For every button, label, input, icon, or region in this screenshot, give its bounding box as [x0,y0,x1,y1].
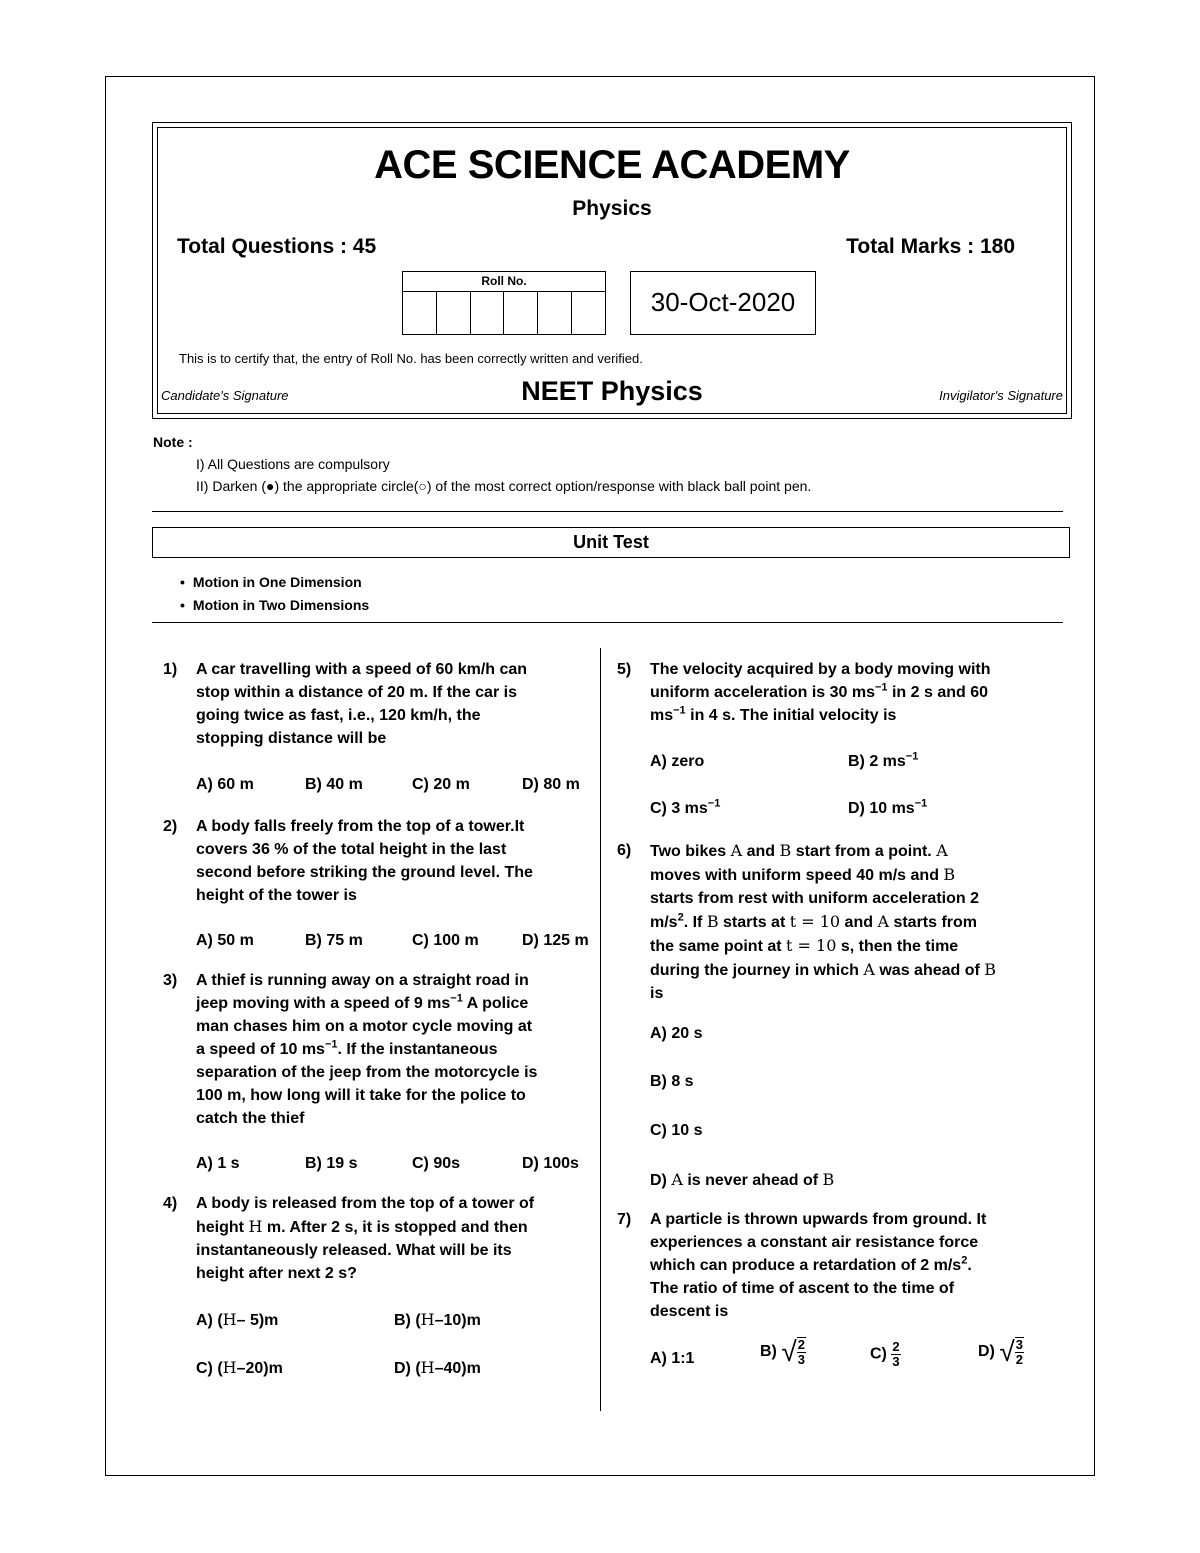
question-number: 6) [617,842,632,859]
question-line [196,1038,596,1061]
option-a[interactable]: A) 20 s [650,1025,703,1042]
exponent: 2 [961,1254,968,1267]
option-a[interactable] [196,1310,278,1330]
text-run: B) ( [394,1312,421,1329]
option-b[interactable]: B) 40 m [305,776,363,793]
question-line: catch the thief [196,1110,305,1127]
total-marks: Total Marks : 180 [846,235,1015,258]
math-symbol: H [248,1217,263,1236]
question-line: instantaneously released. What will be its [196,1242,512,1259]
math-symbol: H [222,1310,237,1329]
text-run: –20)m [236,1360,283,1377]
option-a[interactable]: A) 1 s [196,1155,240,1172]
text-run: A police [462,995,529,1012]
exam-date: 30-Oct-2020 [630,271,816,335]
text-run: B) 2 ms [848,753,906,770]
question-line: stop within a distance of 20 m. If the car is [196,684,517,701]
question-line [650,934,1060,958]
math-symbol: t = 10 [786,936,837,955]
topic-list [180,571,369,617]
math-symbol: B [706,912,719,931]
exponent: −1 [914,797,928,810]
exponent: −1 [707,797,721,810]
option-c[interactable] [196,1358,283,1378]
exponent: −1 [874,681,888,694]
roll-no-grid [402,271,606,335]
text-run: and [742,843,780,860]
text-run: the same point at [650,938,787,955]
math-symbol: B [822,1170,835,1189]
option-b[interactable] [848,750,919,771]
denominator: 3 [892,1354,900,1369]
question-line: experiences a constant air resistance force [650,1234,979,1251]
option-b[interactable]: B) 8 s [650,1073,694,1090]
math-symbol: A [877,912,889,931]
math-symbol: H [420,1310,435,1329]
denominator: 3 [797,1352,805,1367]
option-d[interactable]: D) 125 m [522,932,589,949]
note-item: I) All Questions are compulsory [196,456,390,472]
text-run: and [840,914,878,931]
text-run: jeep moving with a speed of 9 ms [196,995,451,1012]
question-line: height of the tower is [196,887,357,904]
math-symbol: t = 10 [789,912,841,931]
text-run: height [196,1219,249,1236]
text-run: –40)m [434,1360,481,1377]
subject-title: Physics [572,197,652,220]
question-number: 2) [163,818,178,835]
numerator: 2 [892,1339,900,1354]
note-item: II) Darken (●) the appropriate circle(○) of the most correct option/response with black ball point pen. [196,478,812,494]
denominator: 2 [1015,1352,1023,1367]
exponent: −1 [905,750,919,763]
question-line: A particle is thrown upwards from ground. It [650,1211,987,1228]
option-c[interactable] [870,1340,901,1369]
numerator: 3 [1015,1337,1023,1352]
question-line [196,992,596,1015]
question-line: man chases him on a motor cycle moving at [196,1018,533,1035]
option-a[interactable]: A) 50 m [196,932,254,949]
question-number: 4) [163,1195,178,1212]
text-run: ms [650,707,674,724]
question-line: going twice as fast, i.e., 120 km/h, the [196,707,481,724]
question-text [650,658,1060,727]
math-symbol: A [671,1170,683,1189]
math-symbol: A [863,960,875,979]
option-a[interactable]: A) 60 m [196,776,254,793]
total-questions: Total Questions : 45 [177,235,377,258]
roll-no-label: Roll No. [403,272,605,292]
text-run: . [967,1257,972,1274]
option-d[interactable] [978,1336,1024,1368]
certify-text: This is to certify that, the entry of Roll No. has been correctly written and verified. [179,351,643,366]
option-c[interactable]: C) 20 m [412,776,470,793]
math-symbol: H [420,1358,435,1377]
question-text [196,1192,596,1285]
option-b[interactable] [760,1336,806,1368]
question-line: The ratio of time of ascent to the time of [650,1280,955,1297]
roll-no-cell[interactable] [572,292,605,335]
exponent: −1 [450,992,463,1005]
option-c[interactable]: C) 10 s [650,1122,703,1139]
math-symbol: B [779,841,792,860]
question-number: 1) [163,661,178,678]
square-root: √ $\frac{2}{3}$ [781,1336,805,1367]
note-title: Note : [153,434,193,450]
text-run: a speed of 10 ms [196,1041,325,1058]
text-run: m/s [650,914,678,931]
text-run: uniform acceleration is 30 ms [650,684,875,701]
question-text [196,815,596,907]
question-number: 7) [617,1211,632,1228]
question-number: 3) [163,972,178,989]
question-text [650,839,1060,1005]
topic-item: • Motion in Two Dimensions [180,594,369,617]
question-line: A body falls freely from the top of a tower.It [196,818,525,835]
math-symbol: B [984,960,997,979]
question-line [196,1215,596,1239]
text-run: –10)m [434,1312,481,1329]
question-text [196,658,596,750]
roll-no-cell[interactable] [471,292,505,335]
exponent: −1 [324,1038,338,1051]
text-run: moves with uniform speed 40 m/s and [650,867,944,884]
question-text [650,1208,1060,1323]
question-line [650,910,1060,934]
option-b[interactable]: B) 19 s [305,1155,358,1172]
question-line: A body is released from the top of a tower of [196,1195,535,1212]
text-run: . If [683,914,707,931]
exam-name: NEET Physics [521,376,703,406]
candidate-signature-label: Candidate's Signature [161,388,289,403]
text-run: in 2 s and 60 [887,684,989,701]
math-symbol: A [936,841,948,860]
question-line: is [650,985,664,1002]
topic-item: • Motion in One Dimension [180,571,369,594]
numerator: 2 [797,1337,805,1352]
divider [152,511,1063,512]
text-run: starts at [718,914,790,931]
header-box [152,122,1072,419]
math-symbol: A [730,841,743,860]
fraction [891,1340,900,1369]
option-d[interactable] [394,1358,481,1378]
question-line: separation of the jeep from the motorcycle is [196,1064,538,1081]
text-run: in 4 s. The initial velocity is [685,707,897,724]
question-line [650,704,1060,727]
question-line [650,839,1060,863]
option-b[interactable]: B) 75 m [305,932,363,949]
text-run: C) [870,1345,887,1363]
option-d[interactable] [848,797,928,818]
question-line: descent is [650,1303,729,1320]
text-run: m. After 2 s, it is stopped and then [262,1219,528,1236]
fraction [1015,1338,1024,1367]
divider [152,622,1063,623]
roll-no-cell[interactable] [437,292,471,335]
question-line: 100 m, how long will it take for the police to [196,1087,526,1104]
math-symbol: B [943,865,956,884]
text-run: is never ahead of [682,1172,823,1189]
question-line: A thief is running away on a straight road in [196,972,529,989]
question-line [650,681,1060,704]
text-run: C) 3 ms [650,800,708,817]
option-c[interactable]: C) 100 m [412,932,479,949]
invigilator-signature-label: Invigilator's Signature [939,388,1063,403]
text-run: A) ( [196,1312,223,1329]
text-run: C) ( [196,1360,223,1377]
option-a[interactable]: A) zero [650,753,705,770]
option-d[interactable]: D) 80 m [522,776,580,793]
question-line: covers 36 % of the total height in the last [196,841,507,858]
text-run: during the journey in which [650,962,864,979]
text-run: Two bikes [650,843,731,860]
text-run: D) ( [394,1360,421,1377]
text-run: was ahead of [874,962,985,979]
fraction [797,1338,806,1367]
question-line: starts from rest with uniform acceleration 2 [650,890,979,907]
unit-title: Unit Test [152,527,1070,558]
question-number: 5) [617,661,632,678]
column-divider [600,648,601,1411]
question-line: stopping distance will be [196,730,387,747]
question-text [196,969,596,1130]
option-c[interactable] [650,797,721,818]
roll-no-cell[interactable] [538,292,572,335]
academy-title: ACE SCIENCE ACADEMY [374,143,850,187]
question-line: second before striking the ground level. The [196,864,533,881]
question-line [650,1254,1060,1277]
text-run: which can produce a retardation of 2 m/s [650,1257,962,1274]
exponent: 2 [677,911,684,924]
math-symbol: H [222,1358,237,1377]
question-line: height after next 2 s? [196,1265,357,1282]
question-line [650,958,1060,982]
exponent: −1 [673,704,686,717]
roll-no-cell[interactable] [403,292,437,335]
roll-no-cell[interactable] [504,292,538,335]
text-run: starts from [889,914,978,931]
option-c[interactable]: C) 90s [412,1155,461,1172]
square-root: √ $\frac{3}{2}$ [999,1336,1023,1367]
text-run: D) 10 ms [848,800,915,817]
text-run: D) [978,1343,995,1361]
question-line: The velocity acquired by a body moving with [650,661,991,678]
option-b[interactable] [394,1310,481,1330]
text-run: s, then the time [836,938,959,955]
text-run: B) [760,1343,777,1361]
text-run: . If the instantaneous [337,1041,498,1058]
option-a[interactable]: A) 1:1 [650,1350,695,1367]
text-run: – 5)m [236,1312,279,1329]
question-line [650,863,1060,887]
text-run: start from a point. [791,843,937,860]
text-run: D) [650,1172,672,1189]
option-d[interactable]: D) 100s [522,1155,579,1172]
question-line: A car travelling with a speed of 60 km/h can [196,661,528,678]
option-d[interactable] [650,1170,834,1190]
